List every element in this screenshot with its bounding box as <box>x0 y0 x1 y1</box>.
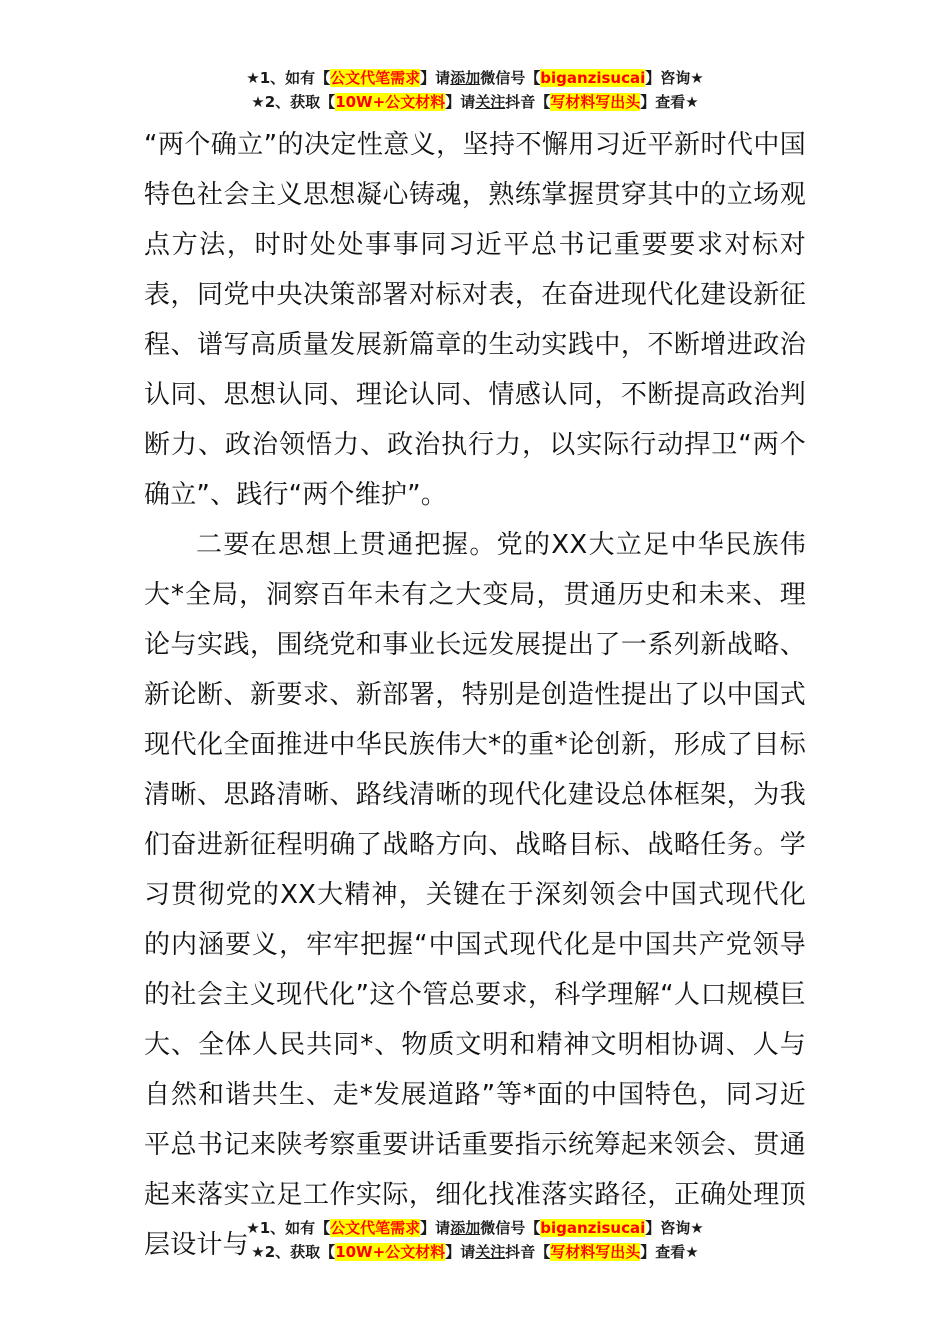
paragraph-1: “两个确立”的决定性意义，坚持不懈用习近平新时代中国特色社会主义思想凝心铸魂，熟练掌握贯穿其中的立场观点方法，时时处处事事同习近平总书记重要要求对标对表，同党中央决策部署对标对表，在奋进现代化建设新征程、谱写高质量发展新篇章的生动实践中，不断增进政治认同、思想认同、理论认同、情感认同，不断提高政治判断力、政治领悟力、政治执行力，以实际行动捍卫“两个确立”、践行“两个维护”。 <box>144 130 806 510</box>
banner-text: 】咨询★ <box>645 69 704 87</box>
underlined-text: 添加 <box>450 69 481 87</box>
highlight-douyin-account: 写材料写出头 <box>550 93 641 111</box>
highlight-service: 公文代笔需求 <box>330 1219 421 1237</box>
footer-banner <box>0 1216 950 1264</box>
underlined-text: 添加 <box>450 1219 481 1237</box>
header-banner <box>0 66 950 114</box>
banner-text: 微信号【 <box>480 69 541 87</box>
banner-line-2 <box>0 1240 950 1264</box>
banner-text: 】查看★ <box>640 1243 699 1261</box>
underlined-text: 关注 <box>475 93 506 111</box>
banner-text: 抖音【 <box>505 93 551 111</box>
banner-text: ★1、如有【 <box>246 1219 331 1237</box>
paragraph-2: 二要在思想上贯通把握。党的XX大立足中华民族伟大*全局，洞察百年未有之大变局，贯通历史和未来、理论与实践，围绕党和事业长远发展提出了一系列新战略、新论断、新要求、新部署，特别是创造性提出了以中国式现代化全面推进中华民族伟大*的重*论创新，形成了目标清晰、思路清晰、路线清晰的现代化建设总体框架，为我们奋进新征程明确了战略方向、战略目标、战略任务。学习贯彻党的XX大精神，关键在于深刻领会中国式现代化的内涵要义，牢牢把握“中国式现代化是中国共产党领导的社会主义现代化”这个管总要求，科学理解“人口规模巨大、全体人民共同*、物质文明和精神文明相协调、人与自然和谐共生、走*发展道路”等*面的中国特色，同习近平总书记来陕考察重要讲话重要指示统筹起来领会、贯通起来落实立足工作实际，细化找准落实路径，正确处理顶层设计与 <box>144 530 806 1260</box>
highlight-wechat-id: biganzisucai <box>540 1219 646 1237</box>
banner-text: 】请 <box>420 1219 451 1237</box>
banner-text: ★2、获取【 <box>251 93 336 111</box>
highlight-materials: 10W+公文材料 <box>335 93 446 111</box>
banner-text: ★1、如有【 <box>246 69 331 87</box>
banner-text: 微信号【 <box>480 1219 541 1237</box>
banner-text: 】查看★ <box>640 93 699 111</box>
banner-text: 】请 <box>420 69 451 87</box>
banner-line-2 <box>0 90 950 114</box>
banner-line-1 <box>0 66 950 90</box>
banner-text: 抖音【 <box>505 1243 551 1261</box>
highlight-materials: 10W+公文材料 <box>335 1243 446 1261</box>
highlight-douyin-account: 写材料写出头 <box>550 1243 641 1261</box>
highlight-wechat-id: biganzisucai <box>540 69 646 87</box>
banner-text: 】请 <box>445 93 476 111</box>
banner-text: ★2、获取【 <box>251 1243 336 1261</box>
banner-line-1 <box>0 1216 950 1240</box>
banner-text: 】咨询★ <box>645 1219 704 1237</box>
banner-text: 】请 <box>445 1243 476 1261</box>
underlined-text: 关注 <box>475 1243 506 1261</box>
document-body <box>144 120 806 1270</box>
highlight-service: 公文代笔需求 <box>330 69 421 87</box>
